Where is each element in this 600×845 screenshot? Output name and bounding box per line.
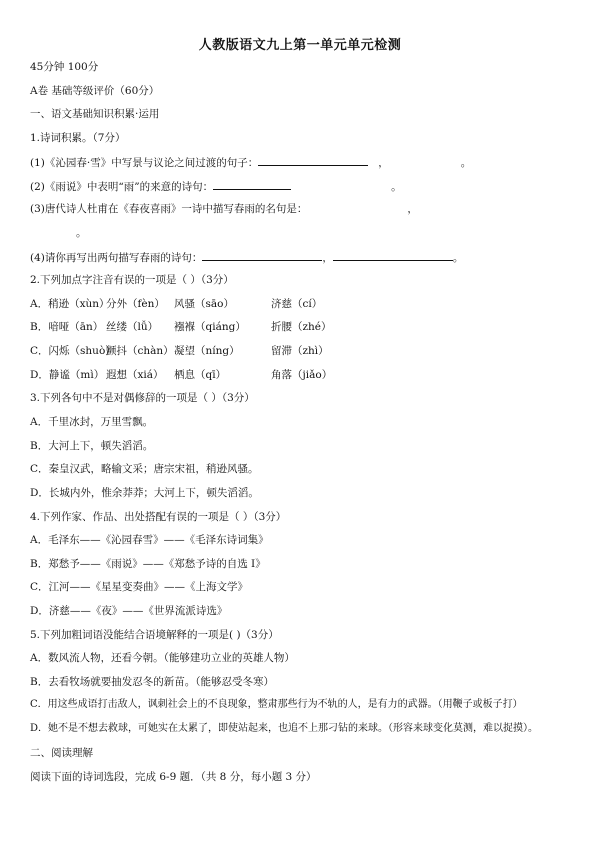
answer-blank[interactable] xyxy=(213,178,291,190)
q1-sub3-text: (3)唐代诗人杜甫在《春夜喜雨》一诗中描写春雨的名句是： xyxy=(30,203,308,215)
q4-option-c: C．江河——《星星变奏曲》——《上海文学》 xyxy=(30,581,249,593)
q1-sub4-prefix: (4)请你再写出两句描写春雨的诗句： xyxy=(30,252,203,264)
q2-option-cell: A．稍逊（xùn） xyxy=(30,298,110,310)
q3-option-c: C．秦皇汉武，略输文采；唐宗宋祖，稍逊风骚。 xyxy=(30,463,259,475)
q1-sub3-end: 。 xyxy=(76,227,87,239)
q2-option-cell: 栖息（qī） xyxy=(174,369,227,381)
part-a-heading: A卷 基础等级评价（60分） xyxy=(30,85,160,97)
q2-option-cell: 分外（fèn） xyxy=(106,298,165,310)
q1-sub1 xyxy=(30,154,471,170)
q5-option-b: B．去看牧场就要抽发忍冬的新苗。（能够忍受冬寒） xyxy=(30,676,274,688)
q2-option-cell: 丝缕（lǚ） xyxy=(106,321,159,333)
q4-stem: 4.下列作家、作品、出处搭配有误的一项是（ ）（3分） xyxy=(30,511,287,523)
q1-sub4-end: 。 xyxy=(452,252,464,264)
answer-blank[interactable] xyxy=(333,249,453,261)
q2-stem: 2.下列加点字注音有误的一项是（ ）（3分） xyxy=(30,274,234,286)
q2-option-cell: 角落（jiǎo） xyxy=(271,369,333,381)
q2-option-cell: 济慈（cí） xyxy=(271,298,323,310)
q2-option-cell: C．闪烁（shuò） xyxy=(30,345,116,357)
q2-option-cell: 颤抖（chàn） xyxy=(106,345,174,357)
q2-option-d xyxy=(30,368,332,382)
q1-sub2-end: 。 xyxy=(391,181,402,193)
q2-option-cell: 折腰（zhé） xyxy=(271,321,332,333)
q4-option-b: B．郑愁予——《雨说》——《郑愁予诗的自选 I》 xyxy=(30,558,266,570)
q3-option-b: B．大河上下，顿失滔滔。 xyxy=(30,440,154,452)
q1-sub2-prefix: (2)《雨说》中表明“雨”的来意的诗句： xyxy=(30,181,214,193)
section-1-heading: 一、语文基础知识积累·运用 xyxy=(30,108,160,120)
q2-option-a xyxy=(30,297,322,311)
answer-blank[interactable] xyxy=(202,249,322,261)
q2-option-cell: 凝望（níng） xyxy=(174,345,240,357)
exam-meta: 45分钟 100分 xyxy=(30,61,99,73)
reading-intro: 阅读下面的诗词选段，完成 6-9 题．（共 8 分，每小题 3 分） xyxy=(30,771,317,783)
q1-sub1-prefix: (1)《沁园春·雪》中写景与议论之间过渡的句子： xyxy=(30,157,259,169)
q2-option-cell: D．静谧（mì） xyxy=(30,369,105,381)
q1-sub2 xyxy=(30,178,402,194)
q5-option-c: C．用这些成语打击敌人，讽刺社会上的不良现象，整肃那些行为不轨的人，是有力的武器。（用鞭子或板子打） xyxy=(30,699,523,710)
page-title: 人教版语文九上第一单元单元检测 xyxy=(198,38,402,53)
q1-sub1-end: 。 xyxy=(460,157,472,169)
q1-sub4-mid: ， xyxy=(322,252,333,264)
q1-sub3 xyxy=(30,202,418,216)
q3-option-d: D．长城内外，惟余莽莽；大河上下，顿失滔滔。 xyxy=(30,487,259,499)
answer-blank[interactable] xyxy=(258,154,368,166)
section-2-heading: 二、阅读理解 xyxy=(30,747,93,759)
q2-option-cell: B．喑哑（ān） xyxy=(30,321,104,333)
q1-sub3-mid: ， xyxy=(407,203,418,215)
q5-stem: 5.下列加粗词语没能结合语境解释的一项是( )（3分） xyxy=(30,629,279,641)
q1-sub4 xyxy=(30,249,463,265)
q5-option-d: D．她不是不想去救球，可她实在太累了，即使站起来，也追不上那刁钻的来球。（形容来球变化莫测，难以捉摸）。 xyxy=(30,723,539,734)
q5-option-a: A．数风流人物，还看今朝。（能够建功立业的英雄人物） xyxy=(30,652,295,664)
q2-option-cell: 遐想（xiá） xyxy=(106,369,164,381)
q2-option-cell: 留滞（zhì） xyxy=(271,345,329,357)
q4-option-d: D．济慈——《夜》——《世界流派诗选》 xyxy=(30,605,228,617)
q2-option-cell: 风骚（sāo） xyxy=(174,298,234,310)
q2-option-cell: 襁褓（qiáng） xyxy=(174,321,246,333)
q1-stem: 1.诗词积累。（7分） xyxy=(30,132,126,144)
q3-option-a: A．千里冰封，万里雪飘。 xyxy=(30,416,154,428)
q4-option-a: A．毛泽东——《沁园春雪》——《毛泽东诗词集》 xyxy=(30,534,269,546)
q1-sub1-mid: ， xyxy=(378,157,389,169)
q2-option-c xyxy=(30,344,329,358)
q3-stem: 3.下列各句中不是对偶修辞的一项是（ ）（3分） xyxy=(30,392,255,404)
q2-option-b xyxy=(30,320,332,334)
